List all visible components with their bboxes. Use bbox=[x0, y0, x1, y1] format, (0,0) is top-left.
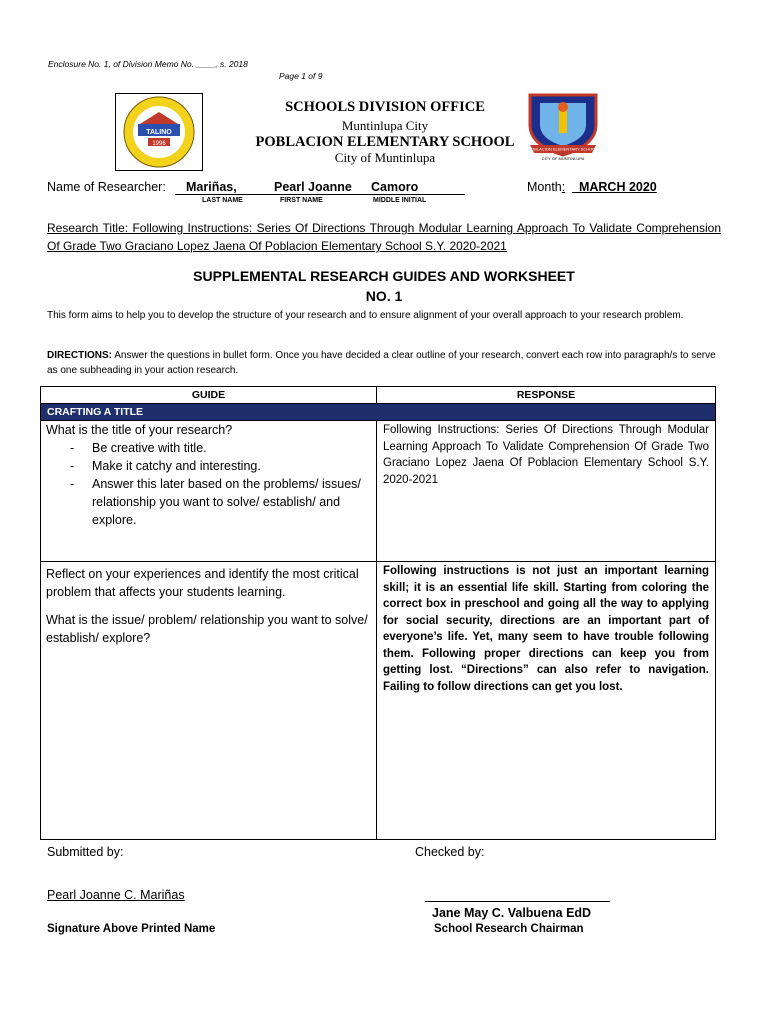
guide-question: What is the title of your research? bbox=[46, 423, 233, 437]
division-office-heading: SCHOOLS DIVISION OFFICE bbox=[285, 99, 485, 115]
checker-name: Jane May C. Valbuena EdD bbox=[432, 906, 592, 920]
response-cell-problem: Following instructions is not just an important learning skill; it is an essential life skill. Starting from coloring the correct box in preschool and going all the way to applying for social security, directions are an important part of everyone’s life. Yet, many seem to have trouble following them. Following proper directions can keep you from getting lost. “Directions” can also refer to navigation. Failing to follow directions can get you lost. bbox=[377, 562, 716, 840]
enclosure-note: Enclosure No. 1, of Division Memo No. ____, s. 2018 bbox=[48, 59, 248, 69]
middle-initial-caption: MIDDLE INITIAL bbox=[373, 197, 427, 204]
guide-bullet: - Be creative with title. bbox=[70, 439, 371, 457]
guide-reflect-text: Reflect on your experiences and identify the most critical problem that affects your students learning. bbox=[46, 567, 359, 599]
shield-banner: POBLACION ELEMENTARY SCHOOL bbox=[528, 146, 598, 152]
response-column-header: RESPONSE bbox=[377, 387, 716, 404]
month-label: Month: bbox=[527, 180, 566, 194]
shield-city: CITY OF MUNTINLUPA bbox=[541, 156, 585, 161]
city-heading: Muntinlupa City bbox=[341, 118, 429, 133]
researcher-middle-name: Camoro bbox=[371, 180, 419, 194]
worksheet-title: SUPPLEMENTAL RESEARCH GUIDES AND WORKSHEET bbox=[193, 268, 575, 284]
section-crafting-title: CRAFTING A TITLE bbox=[41, 404, 716, 421]
guide-bullet: - Make it catchy and interesting. bbox=[70, 457, 371, 475]
checked-by-label: Checked by: bbox=[415, 845, 485, 859]
guide-response-table bbox=[40, 386, 716, 840]
division-seal-logo bbox=[115, 93, 203, 171]
intro-paragraph: This form aims to help you to develop the structure of your research and to ensure alignment of your overall approach to your research problem. bbox=[47, 310, 684, 321]
submitted-by-label: Submitted by: bbox=[47, 845, 124, 859]
checker-caption: School Research Chairman bbox=[434, 923, 584, 935]
guide-cell-title bbox=[41, 421, 377, 562]
city-of-heading: City of Muntinlupa bbox=[334, 150, 436, 165]
submitter-caption: Signature Above Printed Name bbox=[47, 923, 216, 935]
guide-column-header: GUIDE bbox=[41, 387, 377, 404]
researcher-first-name: Pearl Joanne bbox=[274, 180, 352, 194]
directions-paragraph: DIRECTIONS: Answer the questions in bullet form. Once you have decided a clear outline of your research, convert each row into paragraph/s to serve as one subheading in your action research. bbox=[47, 350, 716, 376]
research-title: Research Title: Following Instructions: Series Of Directions Through Modular Learning Approach To Validate Comprehension Of Grade Two Graciano Lopez Jaena Of Poblacion Elementary School S.Y. 2020-2021 bbox=[47, 221, 721, 253]
guide-cell-problem bbox=[41, 562, 377, 840]
seal-word: TALINO bbox=[146, 129, 172, 136]
last-name-caption: LAST NAME bbox=[202, 197, 243, 204]
researcher-last-name: Mariñas, bbox=[186, 180, 237, 194]
worksheet-number: NO. 1 bbox=[365, 288, 403, 304]
submitter-name: Pearl Joanne C. Mariñas bbox=[47, 888, 185, 902]
researcher-label: Name of Researcher: bbox=[47, 180, 166, 194]
month-value: MARCH 2020 bbox=[578, 180, 657, 194]
guide-issue-text: What is the issue/ problem/ relationship you want to solve/ establish/ explore? bbox=[46, 613, 368, 645]
response-cell-title: Following Instructions: Series Of Directions Through Modular Learning Approach To Validate Comprehension Of Grade Two Graciano Lopez Jaena Of Poblacion Elementary School S.Y. 2020-2021 bbox=[377, 421, 716, 562]
guide-bullet: - Answer this later based on the problems/ issues/ relationship you want to solve/ establish/ and explore. bbox=[70, 475, 371, 529]
page-number: Page 1 of 9 bbox=[279, 71, 323, 81]
first-name-caption: FIRST NAME bbox=[280, 197, 323, 204]
school-heading: POBLACION ELEMENTARY SCHOOL bbox=[255, 134, 515, 150]
seal-year: 1996 bbox=[152, 141, 166, 147]
checker-signature-line bbox=[425, 901, 610, 902]
